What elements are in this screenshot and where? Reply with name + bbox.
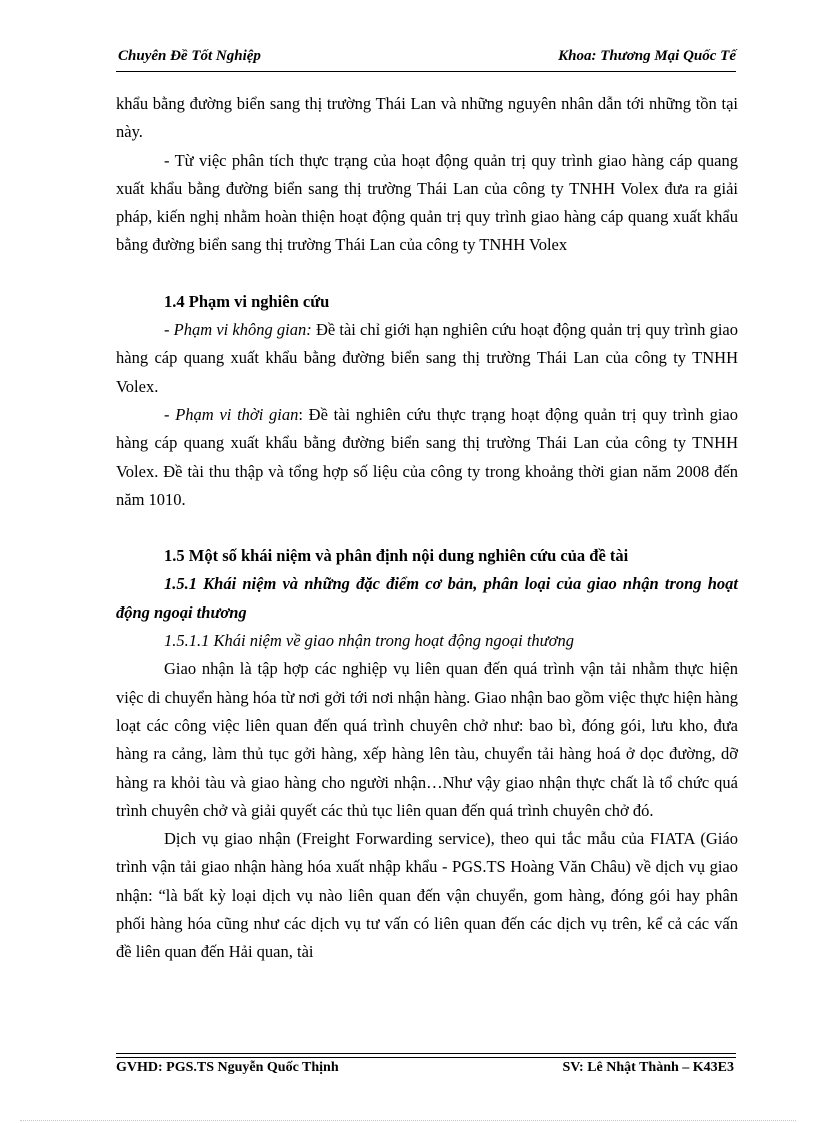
- footer-rule-thin: [116, 1057, 736, 1058]
- footer-student: SV: Lê Nhật Thành – K43E3: [562, 1060, 734, 1075]
- paragraph-solution: - Từ việc phân tích thực trạng của hoạt động quản trị quy trình giao hàng cáp quang xuất khẩu bằng đường biển sang thị trường Thái Lan của công ty TNHH Volex đưa ra giải pháp, kiến nghị nhằm hoàn thiện hoạt động quản trị quy trình giao hàng cáp quang xuất khẩu bằng đường biển sang thị trường Thái Lan của công ty TNHH Volex: [116, 150, 738, 255]
- header-rule: [116, 71, 736, 72]
- paragraph-fiata: Dịch vụ giao nhận (Freight Forwarding service), theo qui tắc mẫu của FIATA (Giáo trình vận tải giao nhận hàng hóa xuất nhập khẩu - PGS.TS Hoàng Văn Châu) về dịch vụ giao nhận: “là bất kỳ loại dịch vụ nào liên quan đến vận chuyển, gom hàng, đóng gói hay phân phối hàng hóa cũng như các dịch vụ tư vấn có liên quan đến các dịch vụ trên, kể cả các vấn đề liên quan đến Hải quan, tài: [116, 829, 738, 962]
- paragraph-scope-time: [116, 401, 738, 514]
- scope-space-text: Đề tài chỉ giới hạn nghiên cứu hoạt động quản trị quy trình giao hàng cáp quang xuất khẩu bằng đường biển sang thị trường Thái Lan của công ty TNHH Volex.: [116, 320, 738, 396]
- section-heading-1-4: 1.4 Phạm vi nghiên cứu: [164, 291, 330, 311]
- header-document-type: Chuyên Đề Tốt Nghiệp: [118, 48, 261, 64]
- page-footer: [116, 1060, 736, 1082]
- page-body: [116, 90, 738, 967]
- section-heading-1-5-1: 1.5.1 Khái niệm và những đặc điểm cơ bản, phân loại của giao nhận trong hoạt động ngoại thương: [116, 574, 738, 622]
- page-edge-marker: [20, 1120, 796, 1121]
- paragraph-scope-space: [116, 316, 738, 401]
- header-faculty: Khoa: Thương Mại Quốc Tế: [558, 48, 736, 64]
- scope-space-label: - Phạm vi không gian:: [164, 320, 312, 340]
- paragraph-continuation: khẩu bằng đường biển sang thị trường Thái Lan và những nguyên nhân dẫn tới những tồn tại này.: [116, 94, 738, 142]
- scope-time-label: - Phạm vi thời gian: [164, 404, 299, 424]
- page-header: [116, 46, 736, 70]
- scope-time-text: : Đề tài nghiên cứu thực trạng hoạt động quản trị quy trình giao hàng cáp quang xuất khẩu bằng đường biển sang thị trường Thái Lan của công ty TNHH Volex. Đề tài thu thập và tổng hợp số liệu của công ty trong khoảng thời gian năm 2008 đến năm 1010.: [116, 404, 738, 509]
- paragraph-definition: Giao nhận là tập hợp các nghiệp vụ liên quan đến quá trình vận tải nhằm thực hiện việc di chuyển hàng hóa từ nơi gởi tới nơi nhận hàng. Giao nhận bao gồm việc thực hiện hàng loạt các công việc liên quan đến quá trình chuyên chở như: bao bì, đóng gói, lưu kho, đưa hàng ra cảng, làm thủ tục gởi hàng, xếp hàng lên tàu, chuyển tải hàng hoá ở dọc đường, dỡ hàng ra khỏi tàu và giao hàng cho người nhận…Như vậy giao nhận thực chất là tổ chức quá trình chuyên chở và giải quyết các thủ tục liên quan đến quá trình chuyên chở đó.: [116, 659, 738, 820]
- section-heading-1-5: 1.5 Một số khái niệm và phân định nội dung nghiên cứu của đề tài: [164, 546, 629, 566]
- footer-rule-thick: [116, 1053, 736, 1054]
- section-heading-1-5-1-1: 1.5.1.1 Khái niệm về giao nhận trong hoạt động ngoại thương: [164, 631, 574, 651]
- footer-supervisor: GVHD: PGS.TS Nguyễn Quốc Thịnh: [116, 1060, 339, 1075]
